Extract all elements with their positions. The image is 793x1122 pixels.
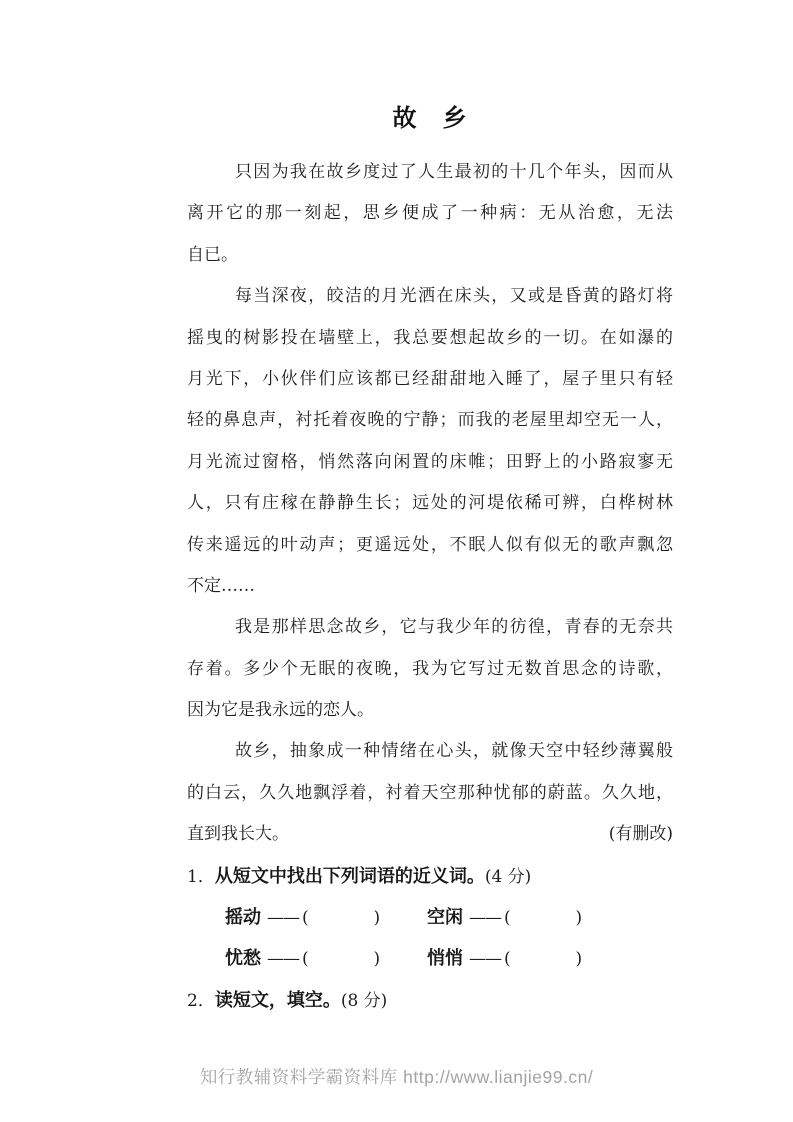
passage-paragraph [187,607,673,731]
synonym-pair [225,938,427,980]
pair-word: 摇动 [225,907,261,928]
passage-line: 的白云，久久地飘浮着，衬着天空那种忧郁的蔚蓝。久久地， [187,782,673,803]
passage-line: 轻的鼻息声，衬托着夜晚的宁静；而我的老屋里却空无一人， [187,410,673,431]
passage-line: 只因为我在故乡度过了人生最初的十几个年头，因而从 [235,162,673,182]
passage-line: 存着。多少个无眠的夜晚，我为它写过无数首思念的诗歌， [187,658,673,679]
passage-line: 不定…… [187,575,255,596]
pair-word: 悄悄 [427,948,463,969]
question-text: 读短文，填空。 [214,989,341,1010]
passage-line: 月光流过窗格，悄然落向闲置的床帷；田野上的小路寂寥无 [187,451,673,472]
passage-closing-text: 直到我长大。 [187,824,289,845]
question-number: 2． [187,990,215,1011]
synonym-pair-row [225,938,673,979]
question-text: 从短文中找出下列词语的近义词。 [214,865,485,886]
passage-line: 自已。 [187,244,238,265]
passage-line [187,814,673,855]
passage-title: 故 乡 [392,105,468,132]
pair-blank: ( ) [302,949,381,970]
pair-dash: —— [469,908,501,929]
passage-line: 人，只有庄稼在静静生长；远处的河堤依稀可辨，白桦树林 [187,493,673,514]
question-score: (4 分) [484,866,532,887]
passage-line: 因为它是我永远的恋人。 [187,700,374,721]
question-2 [187,980,673,1021]
pair-word: 空闲 [427,907,463,928]
synonym-pair-row [225,897,673,938]
question-number: 1． [187,866,215,887]
synonym-pair [225,897,427,939]
synonym-pair [427,938,673,980]
synonym-pairs [187,897,673,980]
question-score: (8 分) [340,990,388,1011]
synonym-pair [427,897,673,939]
passage-line: 摇曳的树影投在墙壁上，我总要想起故乡的一切。在如瀑的 [187,327,673,348]
question-1 [187,856,673,897]
passage-paragraph [187,276,673,607]
passage-line: 离开它的那一刻起，思乡便成了一种病：无从治愈，无法 [187,203,673,224]
reading-passage [187,152,673,856]
passage-paragraph [187,731,673,855]
passage-line: 月光下，小伙伴们应该都已经甜甜地入睡了，屋子里只有轻 [187,368,673,389]
pair-blank: ( ) [302,908,381,929]
passage-line: 传来遥远的叶动声；更遥远处，不眠人似有似无的歌声飘忽 [187,534,673,555]
pair-word: 忧愁 [225,948,261,969]
footer-watermark: 知行教辅资料学霸资料库 http://www.lianjie99.cn/ [199,1067,594,1087]
pair-blank: ( ) [504,908,583,929]
pair-dash: —— [267,908,299,929]
passage-paragraph [187,152,673,276]
attribution-note: (有删改) [608,824,673,845]
worksheet-content [187,103,673,1021]
pair-dash: —— [267,949,299,970]
passage-line: 每当深夜，皎洁的月光洒在床头，又或是昏黄的路灯将 [235,286,673,307]
pair-dash: —— [469,949,501,970]
passage-line: 我是那样思念故乡，它与我少年的彷徨，青春的无奈共 [235,617,673,638]
pair-blank: ( ) [504,949,583,970]
passage-line: 故乡，抽象成一种情绪在心头，就像天空中轻纱薄翼般 [235,741,673,762]
